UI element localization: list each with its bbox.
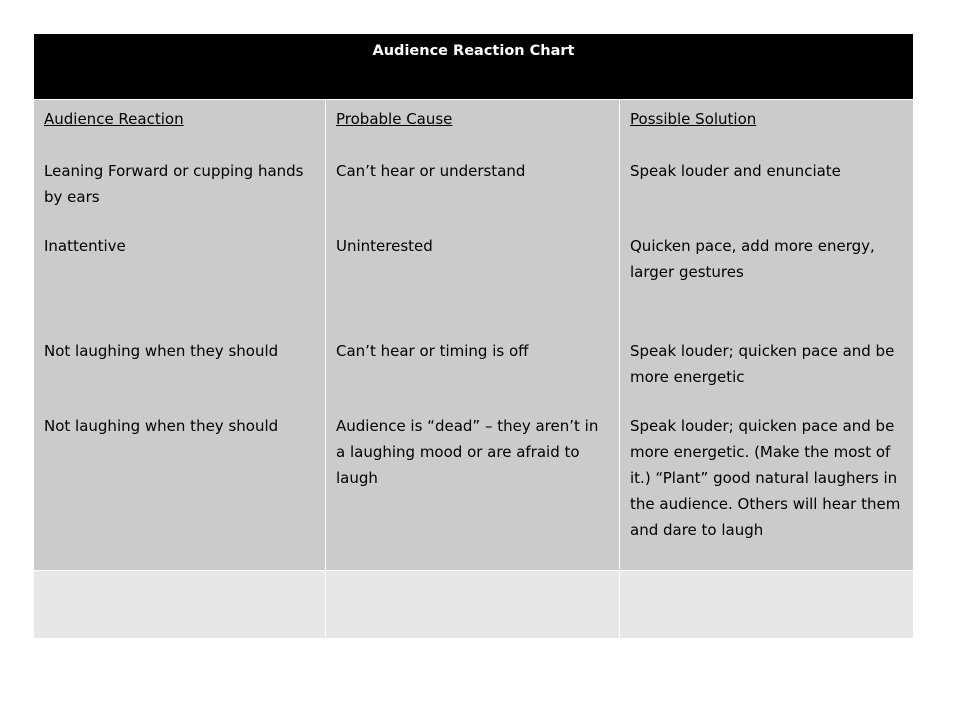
- title-row: [34, 34, 914, 100]
- cause-entry: Can’t hear or timing is off: [336, 342, 529, 360]
- column-header-audience-reaction: Audience Reaction: [44, 110, 184, 128]
- column-possible-solution: [620, 100, 914, 571]
- reaction-entry: Leaning Forward or cupping hands by ears: [44, 162, 304, 206]
- table-title: Audience Reaction Chart: [372, 43, 575, 59]
- solution-entry: Speak louder; quicken pace and be more energetic: [630, 342, 895, 386]
- cause-entry: Can’t hear or understand: [336, 162, 526, 180]
- column-audience-reaction: [34, 100, 326, 571]
- empty-cell: [34, 571, 326, 639]
- solution-entry: Quicken pace, add more energy, larger gestures: [630, 237, 875, 281]
- cause-entry: Audience is “dead” – they aren’t in a laughing mood or are afraid to laugh: [336, 417, 599, 487]
- empty-cell: [326, 571, 620, 639]
- reaction-entry: Not laughing when they should: [44, 417, 279, 435]
- column-header-possible-solution: Possible Solution: [630, 110, 757, 128]
- audience-reaction-table: [33, 33, 914, 639]
- solution-entry: Speak louder and enunciate: [630, 162, 841, 180]
- column-probable-cause: [326, 100, 620, 571]
- solution-entry: Speak louder; quicken pace and be more energetic. (Make the most of it.) “Plant” good natural laughers in the audience. Others will hear them and dare to laugh: [630, 417, 901, 539]
- table-title-cell: [34, 34, 914, 100]
- column-header-probable-cause: Probable Cause: [336, 110, 453, 128]
- cause-entry: Uninterested: [336, 237, 433, 255]
- empty-row: [34, 571, 914, 639]
- reaction-entry: Not laughing when they should: [44, 342, 279, 360]
- content-row: [34, 100, 914, 571]
- empty-cell: [620, 571, 914, 639]
- reaction-entry: Inattentive: [44, 237, 126, 255]
